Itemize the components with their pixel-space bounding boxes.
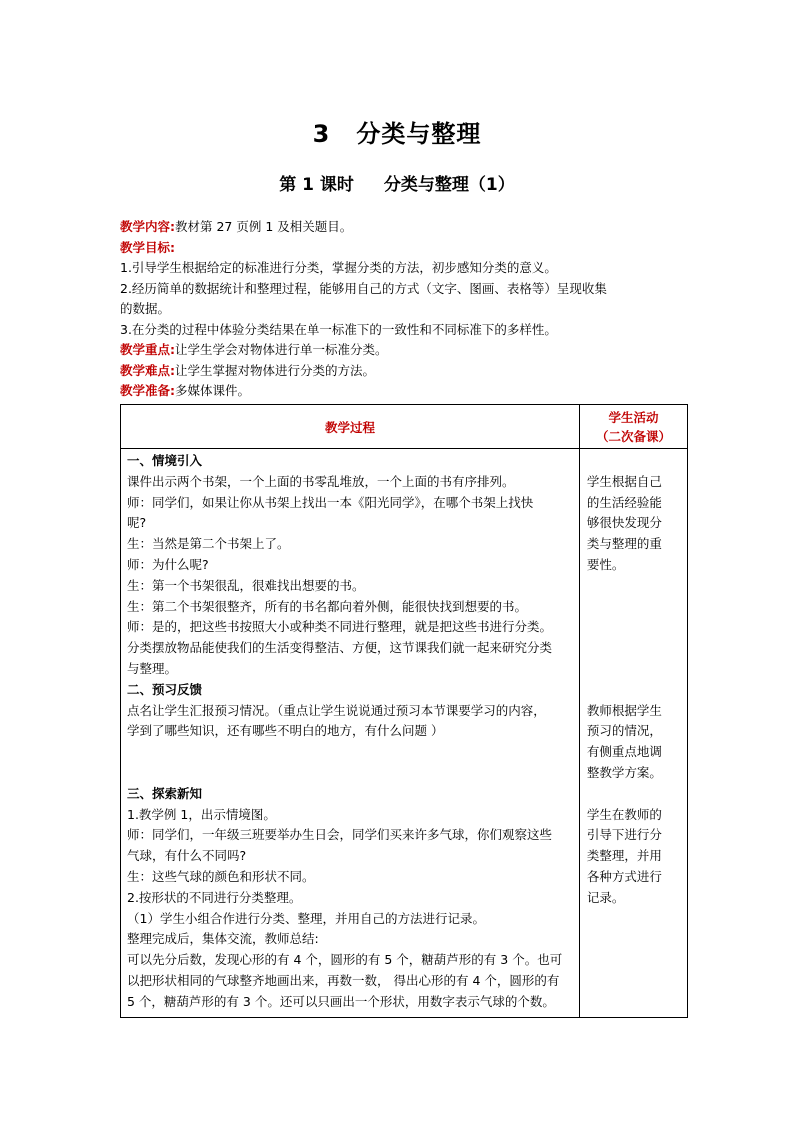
goals-row: [120, 238, 690, 259]
goals-label: 教学目标:: [120, 239, 175, 255]
process-line: （1）学生小组合作进行分类、整理，并用自己的方法进行记录。: [127, 910, 485, 926]
process-line: 生：当然是第二个书架上了。: [127, 536, 290, 552]
activity-line: 类与整理的重: [586, 536, 662, 552]
lesson-number: 第 1 课时: [279, 175, 354, 195]
difficulty-label: 教学难点:: [120, 362, 175, 378]
process-line: 可以先分后数，发现心形的有 4 个，圆形的有 5 个，糖葫芦形的有 3 个。也可: [127, 952, 563, 968]
content-text: 教材第 27 页例 1 及相关题目。: [175, 219, 353, 234]
activity-line: 各种方式进行: [586, 868, 662, 884]
activity-line: 类整理，并用: [586, 848, 662, 864]
activity-line: 引导下进行分: [586, 827, 662, 843]
table-header-row: [121, 405, 688, 449]
process-line: 师：同学们，如果让你从书架上找出一本《阳光同学》，在哪个书架上找快: [127, 494, 534, 510]
process-line: 生：第一个书架很乱，很难找出想要的书。: [127, 577, 365, 593]
process-line: 以把形状相同的气球整齐地画出来，再数一数， 得出心形的有 4 个，圆形的有: [127, 972, 560, 988]
key-text: 让学生学会对物体进行单一标准分类。: [175, 342, 388, 357]
activity-line: 够很快发现分: [586, 515, 662, 531]
activity-line: 学生在教师的: [586, 806, 662, 822]
activity-line: 整教学方案。: [586, 764, 662, 780]
process-line: 1.教学例 1，出示情境图。: [127, 806, 276, 822]
activity-line: 的生活经验能: [586, 494, 662, 510]
goal-line: 2.经历简单的数据统计和整理过程，能够用自己的方式（文字、图画、表格等）呈现收集: [120, 280, 607, 296]
process-line: 与整理。: [127, 660, 178, 676]
process-line: 分类摆放物品能使我们的生活变得整洁、方便，这节课我们就一起来研究分类: [127, 640, 553, 656]
key-row: [120, 340, 690, 361]
process-cell: [121, 449, 580, 1018]
section-heading: 三、探索新知: [127, 785, 203, 801]
process-line: 5 个，糖葫芦形的有 3 个。还可以只画出一个形状，用数字表示气球的个数。: [127, 993, 555, 1009]
content-label: 教学内容:: [120, 219, 175, 234]
prep-text: 多媒体课件。: [175, 383, 251, 398]
process-line: 呢?: [127, 515, 147, 531]
chapter-number: 3: [312, 120, 331, 148]
process-line: 气球，有什么不同吗?: [127, 848, 247, 864]
key-label: 教学重点:: [120, 342, 175, 357]
header-process: 教学过程: [121, 405, 580, 449]
process-line: 师：是的，把这些书按照大小或种类不同进行整理，就是把这些书进行分类。: [127, 619, 553, 635]
lesson-subtitle: [0, 170, 794, 195]
process-line: 生：这些气球的颜色和形状不同。: [127, 868, 315, 884]
activity-cell: [579, 449, 687, 1018]
process-line: 点名让学生汇报预习情况。（重点让学生说说通过预习本节课要学习的内容，: [127, 702, 546, 718]
activity-line: 教师根据学生: [586, 702, 662, 718]
lesson-table: [120, 404, 688, 1018]
header-activity-line2: （二次备课）: [595, 428, 671, 444]
activity-line: 学生根据自己: [586, 473, 662, 489]
activity-line: 预习的情况，: [586, 723, 662, 739]
process-line: 生：第二个书架很整齐，所有的书名都向着外侧，能很快找到想要的书。: [127, 598, 528, 614]
chapter-title: 分类与整理: [356, 120, 482, 148]
process-line: 学到了哪些知识，还有哪些不明白的地方，有什么问题 ）: [127, 723, 444, 739]
process-line: 2.按形状的不同进行分类整理。: [127, 889, 302, 905]
header-activity: [579, 405, 687, 449]
process-line: 师：为什么呢?: [127, 556, 209, 572]
header-activity-line1: 学生活动: [608, 409, 659, 425]
activity-line: 要性。: [586, 556, 625, 572]
goal-line: 3.在分类的过程中体验分类结果在单一标准下的一致性和不同标准下的多样性。: [120, 321, 557, 337]
lesson-name: 分类与整理（1）: [383, 175, 515, 195]
process-line: 整理完成后，集体交流，教师总结:: [127, 931, 319, 947]
section-heading: 一、情境引入: [127, 453, 203, 468]
activity-line: 记录。: [586, 889, 625, 905]
difficulty-text: 让学生掌握对物体进行分类的方法。: [175, 362, 376, 378]
table-body-row: [121, 449, 688, 1018]
activity-line: 有侧重点地调: [586, 744, 662, 760]
prep-label: 教学准备:: [120, 383, 175, 398]
section-heading: 二、预习反馈: [127, 681, 203, 697]
difficulty-row: [120, 361, 690, 382]
process-line: 课件出示两个书架，一个上面的书零乱堆放，一个上面的书有序排列。: [127, 473, 515, 489]
lesson-info: [120, 217, 690, 402]
process-line: 师：同学们，一年级三班要举办生日会，同学们买来许多气球，你们观察这些: [127, 827, 553, 843]
goal-line: 1.引导学生根据给定的标准进行分类，掌握分类的方法，初步感知分类的意义。: [120, 260, 557, 275]
prep-row: [120, 381, 690, 402]
goal-line: 的数据。: [120, 301, 171, 316]
page-title: [0, 114, 794, 149]
content-row: [120, 217, 690, 238]
